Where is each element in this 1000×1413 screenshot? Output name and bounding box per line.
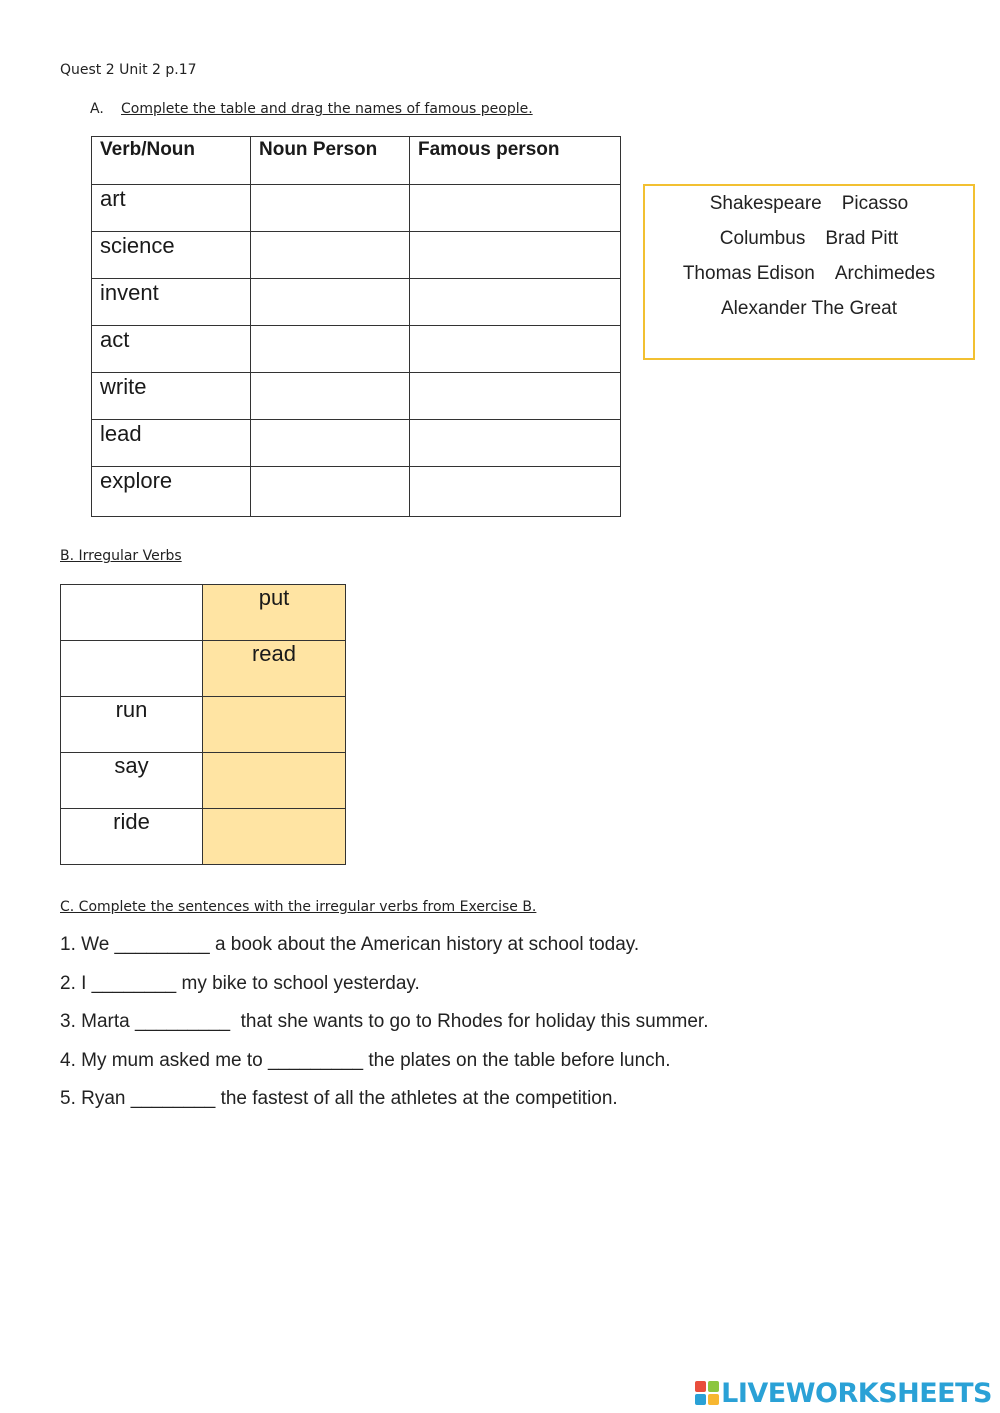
header-famous-person: Famous person bbox=[410, 137, 621, 185]
verb-input[interactable] bbox=[203, 809, 346, 865]
verb-noun-cell: lead bbox=[92, 420, 251, 467]
draggable-name[interactable]: Brad Pitt bbox=[825, 228, 899, 249]
famous-person-dropzone[interactable] bbox=[410, 420, 621, 467]
logo-text: LIVEWORKSHEETS bbox=[721, 1377, 992, 1409]
verb-noun-cell: invent bbox=[92, 279, 251, 326]
famous-person-dropzone[interactable] bbox=[410, 326, 621, 373]
draggable-name[interactable]: Alexander The Great bbox=[720, 298, 898, 319]
famous-person-dropzone[interactable] bbox=[410, 373, 621, 420]
word-bank-line bbox=[645, 294, 973, 323]
verb-row bbox=[61, 753, 346, 809]
verb-noun-cell: act bbox=[92, 326, 251, 373]
draggable-name[interactable]: Picasso bbox=[841, 193, 909, 214]
page-title: Quest 2 Unit 2 p.17 bbox=[60, 62, 197, 78]
verb-cell: run bbox=[61, 697, 203, 753]
table-row bbox=[92, 326, 621, 373]
word-bank-line bbox=[645, 224, 973, 253]
sentence[interactable]: 2. I ________ my bike to school yesterday. bbox=[60, 973, 420, 994]
famous-person-dropzone[interactable] bbox=[410, 185, 621, 232]
verb-input[interactable] bbox=[203, 753, 346, 809]
irregular-verbs-table bbox=[60, 584, 346, 865]
sentence[interactable]: 5. Ryan ________ the fastest of all the athletes at the competition. bbox=[60, 1088, 618, 1109]
famous-person-dropzone[interactable] bbox=[410, 232, 621, 279]
verb-row bbox=[61, 809, 346, 865]
verb-noun-cell: explore bbox=[92, 467, 251, 517]
word-bank-line bbox=[645, 189, 973, 218]
section-a-marker: A. bbox=[90, 101, 104, 117]
table-row bbox=[92, 279, 621, 326]
section-a-instruction: Complete the table and drag the names of famous people. bbox=[121, 101, 533, 117]
liveworksheets-logo bbox=[695, 1378, 992, 1408]
sentence[interactable]: 3. Marta _________ that she wants to go to Rhodes for holiday this summer. bbox=[60, 1011, 709, 1032]
noun-person-input[interactable] bbox=[251, 467, 410, 517]
verb-input[interactable] bbox=[61, 641, 203, 697]
header-noun-person: Noun Person bbox=[251, 137, 410, 185]
header-verb-noun: Verb/Noun bbox=[92, 137, 251, 185]
noun-person-input[interactable] bbox=[251, 232, 410, 279]
draggable-name[interactable]: Archimedes bbox=[834, 263, 936, 284]
word-bank bbox=[643, 184, 975, 360]
verb-noun-cell: art bbox=[92, 185, 251, 232]
sentence[interactable]: 1. We _________ a book about the American history at school today. bbox=[60, 934, 640, 955]
draggable-name[interactable]: Shakespeare bbox=[709, 193, 822, 214]
logo-mark-icon bbox=[695, 1381, 719, 1405]
verb-row bbox=[61, 585, 346, 641]
section-c-title: C. Complete the sentences with the irregular verbs from Exercise B. bbox=[60, 899, 537, 915]
word-bank-line bbox=[645, 259, 973, 288]
table-row bbox=[92, 467, 621, 517]
noun-person-input[interactable] bbox=[251, 326, 410, 373]
table-row bbox=[92, 373, 621, 420]
verb-row bbox=[61, 641, 346, 697]
noun-person-input[interactable] bbox=[251, 185, 410, 232]
noun-person-input[interactable] bbox=[251, 279, 410, 326]
famous-people-table bbox=[91, 136, 621, 517]
table-row bbox=[92, 232, 621, 279]
verb-cell: say bbox=[61, 753, 203, 809]
sentence[interactable]: 4. My mum asked me to _________ the plates on the table before lunch. bbox=[60, 1050, 671, 1071]
draggable-name[interactable]: Thomas Edison bbox=[682, 263, 815, 284]
noun-person-input[interactable] bbox=[251, 420, 410, 467]
noun-person-input[interactable] bbox=[251, 373, 410, 420]
verb-cell: put bbox=[203, 585, 346, 641]
table-row bbox=[92, 420, 621, 467]
verb-cell: ride bbox=[61, 809, 203, 865]
table-header-row bbox=[92, 137, 621, 185]
section-b-title: B. Irregular Verbs bbox=[60, 548, 182, 564]
table-row bbox=[92, 185, 621, 232]
verb-input[interactable] bbox=[203, 697, 346, 753]
verb-noun-cell: write bbox=[92, 373, 251, 420]
verb-noun-cell: science bbox=[92, 232, 251, 279]
verb-input[interactable] bbox=[61, 585, 203, 641]
famous-person-dropzone[interactable] bbox=[410, 467, 621, 517]
verb-cell: read bbox=[203, 641, 346, 697]
draggable-name[interactable]: Columbus bbox=[719, 228, 806, 249]
verb-row bbox=[61, 697, 346, 753]
famous-person-dropzone[interactable] bbox=[410, 279, 621, 326]
